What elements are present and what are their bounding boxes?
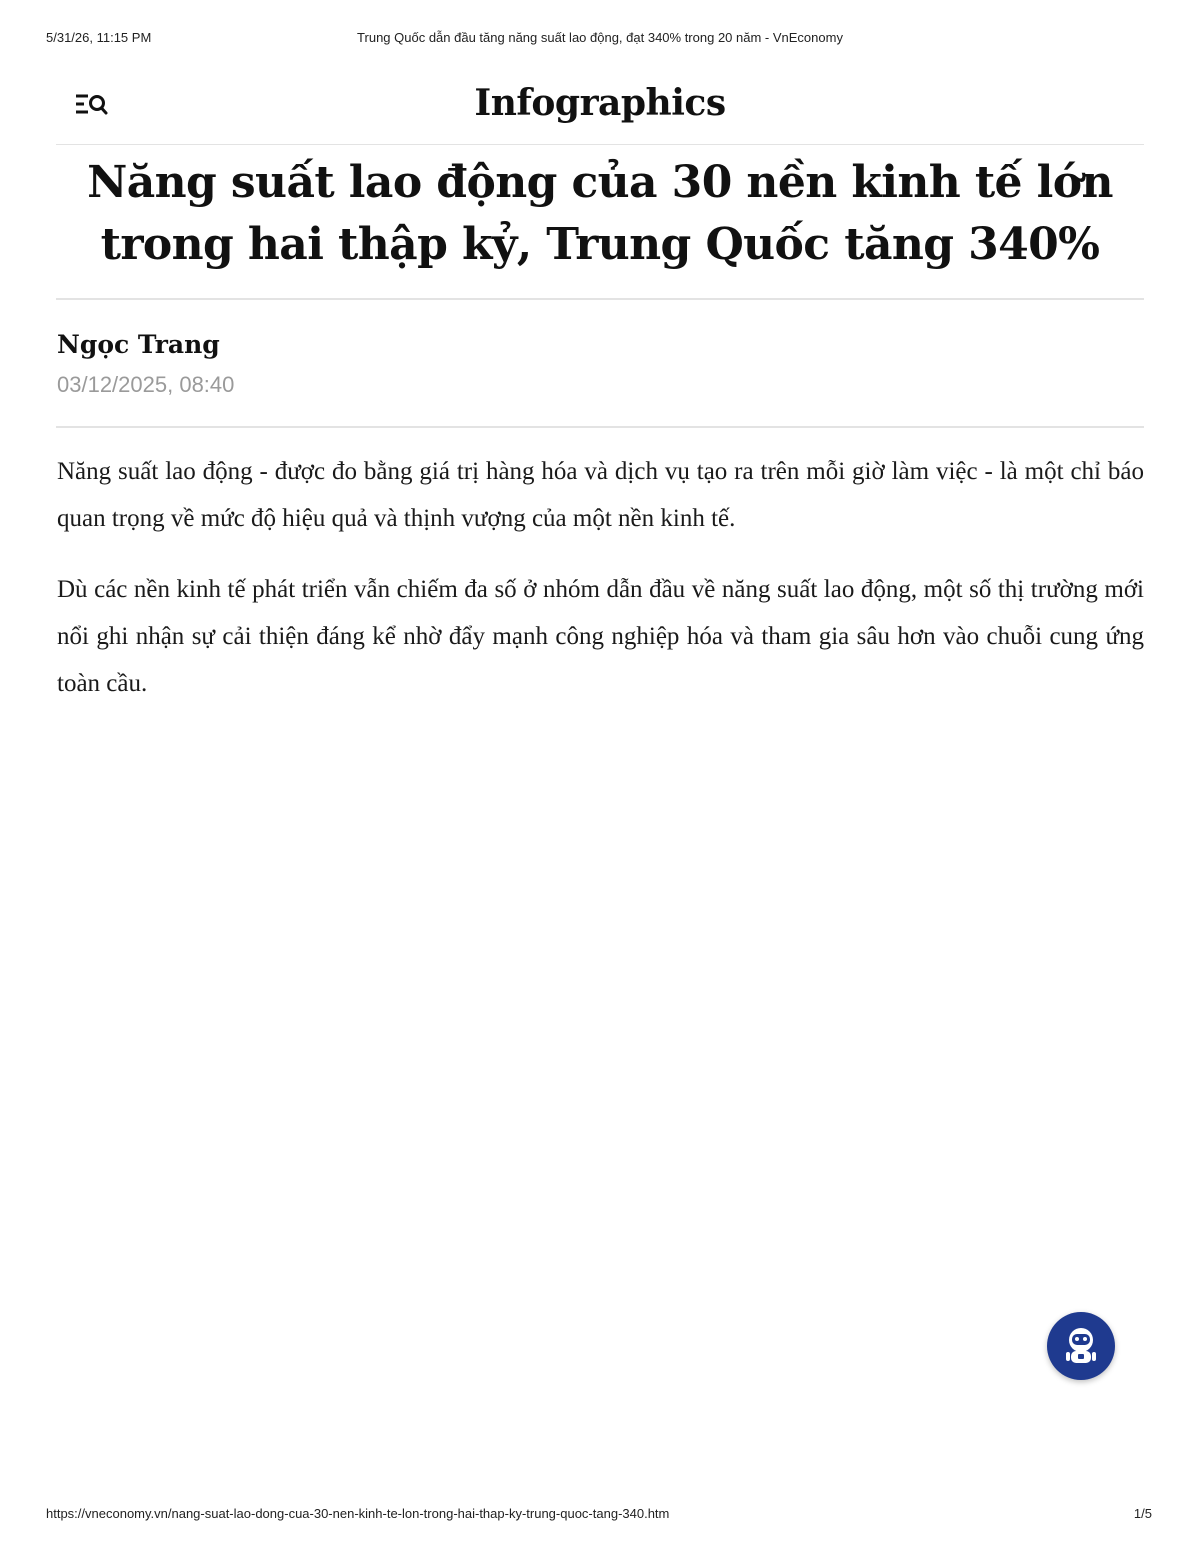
article-date: 03/12/2025, 08:40 <box>57 372 235 397</box>
divider <box>56 426 1144 428</box>
page-number: 1/5 <box>1133 1506 1152 1521</box>
article-paragraph: Năng suất lao động - được đo bằng giá trị hàng hóa và dịch vụ tạo ra trên mỗi giờ làm việc - là một chỉ báo quan trọng về mức độ hiệu quả và thịnh vượng của một nền kinh tế. <box>57 458 1144 532</box>
article-body <box>57 448 1144 731</box>
section-title[interactable]: Infographics <box>474 82 726 124</box>
print-header <box>0 30 1200 50</box>
site-topbar <box>56 78 1144 145</box>
print-footer <box>0 1506 1200 1526</box>
article-author[interactable]: Ngọc Trang <box>57 330 220 359</box>
article-title: Năng suất lao động của 30 nền kinh tế lớn trong hai thập kỷ, Trung Quốc tăng 340% <box>87 157 1113 270</box>
print-datetime: 5/31/26, 11:15 PM <box>46 30 152 45</box>
divider <box>56 298 1144 300</box>
print-document-title: Trung Quốc dẫn đầu tăng năng suất lao động, đạt 340% trong 20 năm - VnEconomy <box>357 30 843 45</box>
assistant-button[interactable] <box>1047 1312 1115 1380</box>
print-url: https://vneconomy.vn/nang-suat-lao-dong-cua-30-nen-kinh-te-lon-trong-hai-thap-ky-trung-quoc-tang-340.htm <box>46 1506 670 1521</box>
astronaut-icon <box>1061 1324 1101 1368</box>
article-paragraph: Dù các nền kinh tế phát triển vẫn chiếm đa số ở nhóm dẫn đầu về năng suất lao động, một số thị trường mới nổi ghi nhận sự cải thiện đáng kể nhờ đẩy mạnh công nghiệp hóa và tham gia sâu hơn vào chuỗi cung ứng toàn cầu. <box>57 576 1144 697</box>
